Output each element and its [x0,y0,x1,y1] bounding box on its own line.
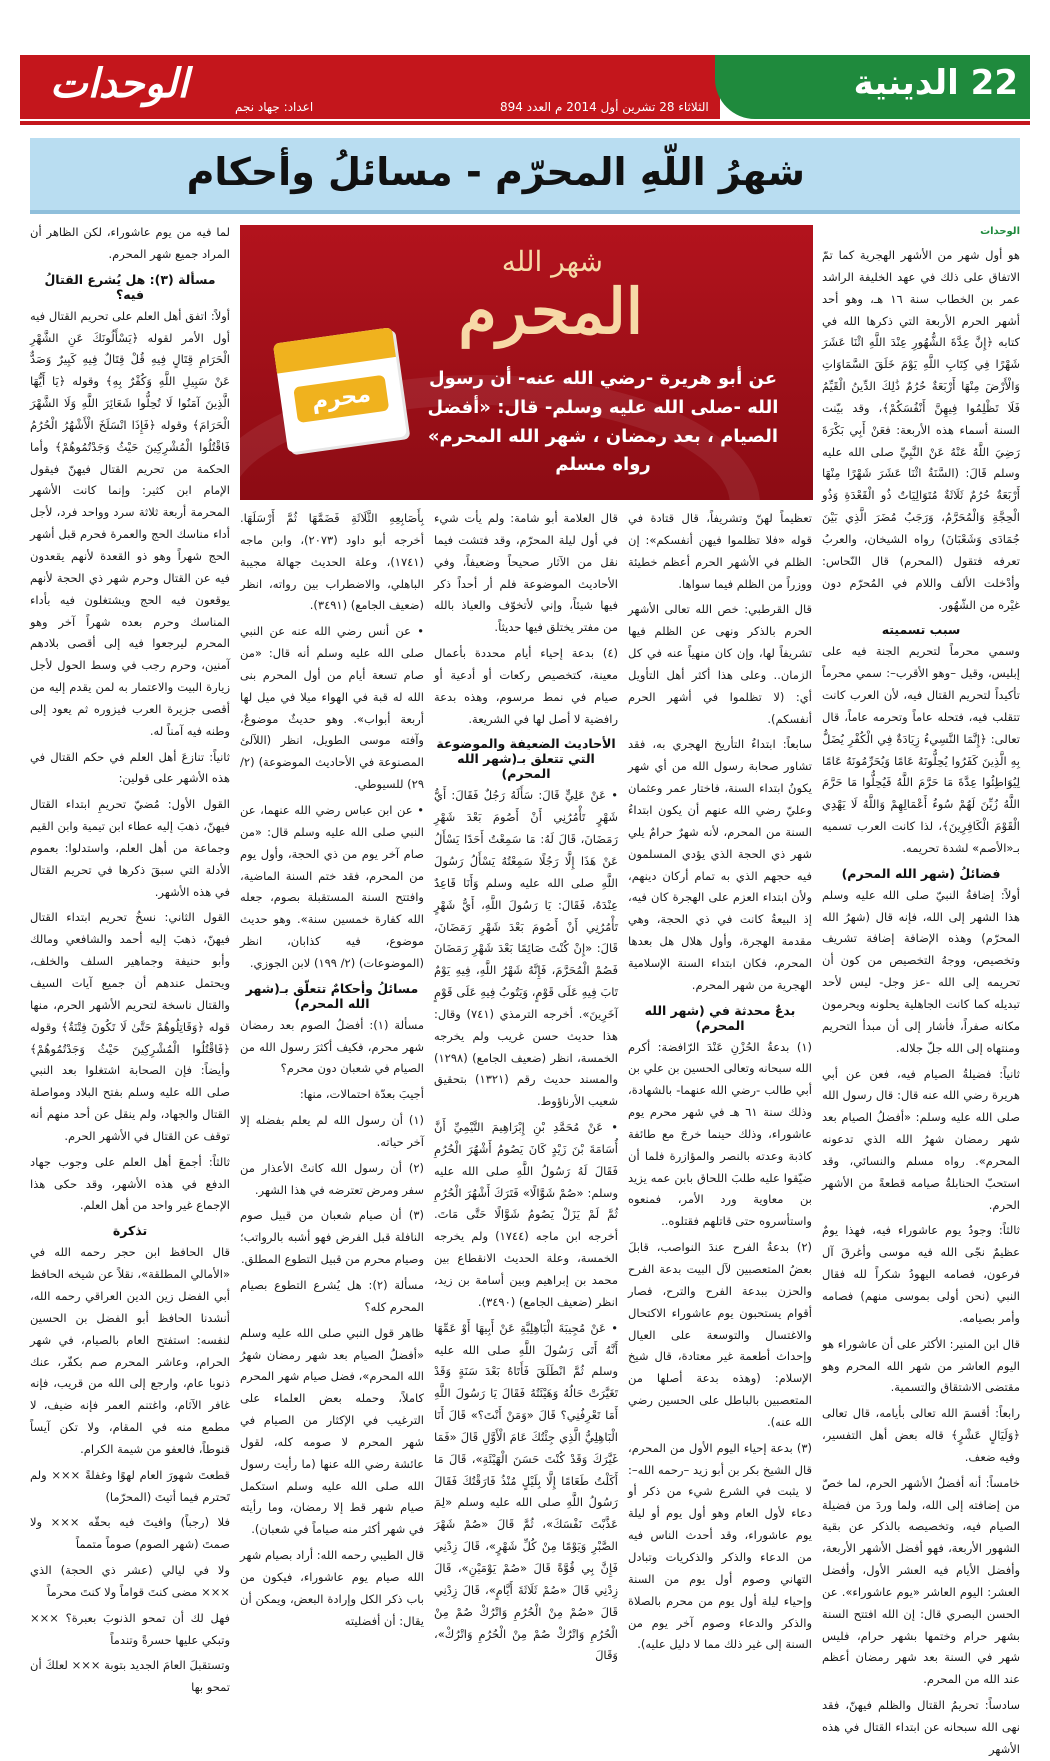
paragraph: ثالثاً: أجمعَ أهل العلم على وجوب جهاد الدفع في هذه الأشهر، وقد حكى هذا الإجماع غير واحد من أهل العلم. [30,1154,230,1213]
paragraph: أولاً: إضافةُ النبيّ صلى الله عليه وسلم هذا الشهر إلى الله، فإنه قال (شهرُ الله المحرّم) وهذه الإضافة إضافة تشريف وتخصيص، ووجهُ التخصيص من كون أن تحريمه إلى الله -عز وجل- ليس لأحد تبديله كما كانت الجاهلية يحلونه ويحرمون مكانه صفراً، فأشار إلى أن مبدأ التحريم ومنتهاه إلى الله جلّ جلاله. [822,887,1020,1055]
muharram-banner-image [240,225,813,500]
poem-line: وتستقبلَ العامَ الجديد بتوبة ××× لعلكَ أن تمحو بها [30,1658,230,1695]
paragraph: • عن أنس رضي الله عنه عن النبي صلى الله عليه وسلم أنه قال: «من صام تسعة أيام من أول المحرم بنى الله له قبة في الهواء ميلا في ميل لها أربعة أبواب». وهو حديثٌ موضوعٌ، وآفته موسى الطويل، انظر (اللآلئ المصنوعة في الأحاديث الموضوعة) (٢/ ٢٩) للسيوطي. [240,624,424,792]
paragraph: قال الطيبي رحمه الله: أراد بصيام شهر الله صيام يوم عاشوراء، فيكون من باب ذكر الكل وإرادة البعض، ويمكن أن يقال: أن أفضليته [240,1548,424,1628]
paragraph: هو أول شهر من الأشهر الهجرية كما تمّ الاتفاق على ذلك في عهد الخليفة الراشد عمر بن الخطاب سنة ١٦ هـ، وهو أحد أشهر الحرم الأربعة التي ذكرها الله في كتابه ﴿إِنَّ عِدَّةَ الشُّهُورِ عِنْدَ اللَّهِ اثْنَا عَشَرَ شَهْرًا فِي كِتَابِ اللَّهِ يَوْمَ خَلَقَ السَّمَاوَاتِ وَالْأَرْضَ مِنْهَا أَرْبَعَةٌ حُرُمٌ ذَٰلِكَ الدِّينُ الْقَيِّمُ فَلَا تَظْلِمُوا فِيهِنَّ أَنْفُسَكُمْ﴾، وقد بيّنت السنة أسماء هذه الأربعة: فعَنْ أَبِي بَكْرَةَ رَضِيَ اللَّهُ عَنْهُ عَنْ النَّبِيِّ صلى الله عليه وسلم قَالَ: (السَّنَةُ اثْنَا عَشَرَ شَهْرًا مِنْهَا أَرْبَعَةٌ حُرُمٌ ثَلَاثَةٌ مُتَوَالِيَاتٌ ذُو الْقَعْدَةِ وَذُو الْحِجَّةِ وَالْمُحَرَّمُ، وَرَجَبُ مُضَرَ الَّذِي بَيْنَ جُمَادَى وَشَعْبَانَ) رواه الشيخان، والعربُ تعرفه فتقول (المحرم) قال النّحاس: وأدْخلت الألف واللام في المُحرّم دون غيْره من الشّهُور. [822,248,1020,612]
prepared-by: اعداد: جهاد نجم [235,100,314,114]
paragraph: وسمي محرماً لتحريم الجنة فيه على إبليس، وقيل –وهو الأقرب–: سمي محرماً تأكيداً لتحريم القتال فيه، لأن العرب كانت تتقلب فيه، فتحله عاماً وتحرمه عاماً، قال تعالى: ﴿إِنَّمَا النَّسِيءُ زِيَادَةٌ فِي الْكُفْرِ يُضَلُّ بِهِ الَّذِينَ كَفَرُوا يُحِلُّونَهُ عَامًا وَيُحَرِّمُونَهُ عَامًا لِيُوَاطِئُوا عِدَّةَ مَا حَرَّمَ اللَّهُ فَيُحِلُّوا مَا حَرَّمَ اللَّهُ زُيِّنَ لَهُمْ سُوءُ أَعْمَالِهِمْ وَاللَّهُ لَا يَهْدِي الْقَوْمَ الْكَافِرِينَ﴾، لذا كانت العرب تسميه بـ«الأصم» لشدة تحريمه. [822,644,1020,855]
calendar-label: محرم [293,375,389,423]
paragraph: قال الحافظ ابن حجر رحمه الله في «الأمالي المطلقة»، نقلاً عن شيخه الحافظ أبي الفضل زين الدين العراقي رحمه الله، أنشدنا الحافظ أبو الفضل بن الحسين لنفسه: استفتح العام بالصيام، في شهر الحرام، وعاشر المحرم صم بكفّر، عنك ذنوبا عام، وارجع إلى الله من قريب، فإنه غافر الآثام، واغتنم العمر فإنه ضيف، لا مطمع منه في المقام، ولا تكن آيساً قنوطاً، فالعفو من شيمة الكرام. [30,1245,230,1456]
poem-line: فهل لك أن تمحو الذنوبَ بعبرة؟ ××× وتبكي عليها حسرةً وتندماً [30,1610,230,1647]
header-green-band [715,55,1030,119]
paragraph: أجيبَ بعدّة احتمالات، منها: [299,1087,424,1102]
calendar-header [273,327,396,373]
paragraph: ثانياً: فضيلةُ الصيام فيه، فعن عن أبي هريرة رضي الله عنه قال: قال رسول الله صلى الله عليه وسلم: «أفضلُ الصيام بعد شهر رمضان شهرُ الله الذي تدعونه المحرم». رواه مسلم والنسائي، وقد استحبّ الحنابلةُ صيامه قطعةً من الأشهر الحرم. [822,1066,1020,1212]
page-header [20,55,1030,127]
paragraph: (١) أن رسول الله لم يعلم بفضله إلا آخر حياته. [240,1113,424,1149]
paragraph: لما فيه من يوم عاشوراء، لكن الظاهر أن المراد جميع شهر المحرم. [30,225,230,261]
article-column-4 [240,508,424,1628]
article-column-3 [434,508,618,1663]
section-heading: مسألة (٣): هل يُشرع القتالُ فيه؟ [44,271,216,302]
paragraph: • عَنْ مُحَمَّدِ بْنِ إِبْرَاهِيمَ التَّيْمِيِّ أَنَّ أُسَامَةَ بْنَ زَيْدٍ كَانَ يَصُومُ أَشْهُرَ الْحُرُمِ فَقَالَ لَهُ رَسُولُ اللَّهِ صلى الله عليه وسلم: «صُمْ شَوَّالًا» فَتَرَكَ أَشْهُرَ الْحُرُمِ ثُمَّ لَمْ يَزَلْ يَصُومُ شَوَّالًا حَتَّى مَاتَ. أخرجه ابن ماجه (١٧٤٤) ولم يخرجه الخمسة، وعلة الحديث الانقطاع بين محمد بن إبراهيم وبين أسامة بن زيد، انظر (ضعيف الجامع) (٣٤٩٠). [434,1120,618,1309]
paragraph: (٣) أن صيام شعبان من قبيل صوم النافلة قبل الفرض فهو أشبه بالرواتب؛ وصيام محرم من قبيل التطوع المطلق. [240,1208,424,1267]
section-heading: مسائلُ وأحكامٌ تتعلّق بـ(شهر الله المحرم) [245,980,419,1011]
paragraph: (٢) بدعةُ الفرح عندَ النواصب، قابلَ بعضُ المتعصبين لآل البيت بدعة الفرح والحزن ببدعة الفرح والترح، فصار أقوام يستحبون يوم عاشوراء الاكتحال والاغتسال والتوسعة على العيال وإحداث أطعمة غير معتادة، قال شيخ الإسلام: (وهذه بدعة أصلها من المتعصبين بالباطل على الحسين رضي الله عنه). [628,1240,812,1429]
issue-date: الثلاثاء 28 تشرين أول 2014 م العدد 894 [500,100,709,114]
paragraph: تعظيماً لهنّ وتشريفاً، قال قتادة في قوله «فلا تظلموا فيهن أنفسكم»: إن الظلم في الأشهر الحرم أعظم خطيئة ووزراً من الظلم فيما سواها. [628,511,812,591]
article-column-2 [628,508,813,1652]
article-column-1 [822,222,1020,1756]
paragraph: القول الأول: مُضيّ تحريمِ ابتداء القتال فيهنّ، ذهبَ إليه عطاء ابن تيمية وابن القيم وجماعة من أهل العلم، واستدلوا: بعموم الأدلة التي سبقَ ذكرها في تحريم القتال في هذه الأشهر. [30,797,230,899]
paragraph: (٣) بدعة إحياء اليوم الأول من المحرم، قال الشيخ بكر بن أبو زيد –رحمه الله–: لا يثبت في الشرع شيء من ذكر أو دعاء لأول العام وهو أول يوم أو ليلة يوم عاشوراء، وقد أحدث الناس فيه من الدعاء والذكر والذكريات وتبادل التهاني وصوم أول يوم من السنة وإحياء ليلة أول يوم من محرم بالصلاة والذكر والدعاء وصوم آخر يوم من السنة إلى غير ذلك مما لا دليل عليه). [628,1440,812,1652]
article-title: شهرُ اللّهِ المحرّم - مسائلُ وأحكام [186,150,805,194]
newspaper-logo[interactable]: الوحدات [50,61,189,107]
paragraph: قال القرطبي: خص الله تعالى الأشهر الحرم بالذكر ونهى عن الظلم فيها تشريفاً لها، وإن كان منهياً عنه في كل الزمان.. وعلى هذا أكثر أهل التأويل أي: (لا تظلموا في أشهر الحرم أنفسكم). [628,602,812,726]
section-heading: تذكرة [112,1223,148,1239]
section-page-number: 22 الدينية [853,63,1018,103]
paragraph: خامساً: أنه أفضلُ الأشهر الحرم، لما خصّ من إضافته إلى الله، ولما وردَ من فضيلة الصيام فيه، وتخصيصه بالذكر عن بقية الشهور الأربعة، فهو أفضل الأشهر الأربعة، وأفضل الأيام فيه العشر الأول، وأفضل العشر: اليوم العاشر «يوم عاشوراء». عن الحسن البصري قال: إن الله افتتح السنة بشهر حرام وختمها بشهر حرام، فليس شهر في السنة بعد شهر رمضان أعظم عند الله من المحرم. [822,1475,1020,1687]
paragraph: مسألة (٢): هل يُشرع التطوع بصيام المحرم كله؟ [240,1278,424,1314]
calendar-icon [273,327,407,453]
section-heading: سبب تسميته [881,622,961,638]
paragraph: ثانياً: تنازعَ أهل العلم في حكم القتال في هذه الأشهر على قولين: [30,749,230,786]
paragraph: • عن ابن عباس رضي الله عنهما، عن النبي صلى الله عليه وسلم قال: «من صام آخر يوم من ذي الحجة، وأول يوم من المحرم، فقد ختم السنة الماضية، وافتتح السنة المستقبلة بصوم، جعله الله كفارة خمسين سنة». وهو حديث موضوع، فيه كذابان، انظر (الموضوعات) (٢/ ١٩٩) لابن الجوزي. [240,802,424,970]
paragraph: سادساً: تحريمُ القتال والظلم فيهنّ، فقد نهى الله سبحانه عن ابتداء القتال في هذه الأشهر [822,1698,1020,1756]
paragraph: • عَنْ عَلِيٍّ قَالَ: سَأَلَهُ رَجُلٌ فَقَالَ: أَيُّ شَهْرٍ تَأْمُرُنِي أَنْ أَصُومَ بَعْدَ شَهْرِ رَمَضَانَ، قَالَ لَهُ: مَا سَمِعْتُ أَحَدًا يَسْأَلُ عَنْ هَذَا إِلَّا رَجُلًا سَمِعْتُهُ يَسْأَلُ رَسُولَ اللَّهِ صلى الله عليه وسلم وَأَنَا قَاعِدٌ عِنْدَهُ، فَقَالَ: يَا رَسُولَ اللَّهِ، أَيُّ شَهْرٍ تَأْمُرُنِي أَنْ أَصُومَ بَعْدَ شَهْرِ رَمَضَانَ، قَالَ: «إِنْ كُنْتَ صَائِمًا بَعْدَ شَهْرِ رَمَضَانَ فَصُمْ الْمُحَرَّمَ، فَإِنَّهُ شَهْرُ اللَّهِ، فِيهِ يَوْمٌ تَابَ فِيهِ عَلَى قَوْمٍ، وَيَتُوبُ فِيهِ عَلَى قَوْمٍ آخَرِينَ». أخرجه الترمذي (٧٤١) وقال: هذا حديث حسن غريب ولم يخرجه الخمسة، انظر (ضعيف الجامع) (١٢٩٨) والمسند حديث رقم (١٣٢١) بتحقيق شعيب الأرناؤوط. [434,788,618,1109]
banner-line2: المحرم [458,275,643,348]
paragraph: ثالثاً: وجودُ يوم عاشوراء فيه، فهذا يومٌ عظيمٌ نجّى الله فيه موسى وأغرقَ آل فرعون، فصامه اليهودُ شكراً لله فقال النبي (نحن أولى بموسى منهم) فصامه وأمر بصيامه. [822,1223,1020,1325]
banner-line1: شهر الله [501,245,603,278]
banner-hadith: عن أبو هريرة -رضي الله عنه- أن رسول الله -صلى الله عليه وسلم- قال: «أفضل الصيام ، بعد رمضان ، شهر الله المحرم» رواه مسلم [427,368,779,476]
section-heading: بدعٌ محدثة في (شهر الله المحرم) [644,1002,796,1033]
title-band [30,138,1020,214]
paragraph: القول الثاني: نسخُ تحريم ابتداء القتال فيهنّ، ذهبَ إليه أحمد والشافعي ومالك وأبو حنيفة وجماهير السلف والخلف، ويحتمل عندهم أن جميع آيات السيف والقتال ناسخة لتحريم الأشهر الحرم، منها قوله ﴿وَقَاتِلُوهُمْ حَتَّىٰ لَا تَكُونَ فِتْنَةٌ﴾ وقوله ﴿فَاقْتُلُوا الْمُشْرِكِينَ حَيْثُ وَجَدْتُمُوهُمْ﴾ وأيضاً: فإن الصحابة اشتغلوا بعد النبي صلى الله عليه وسلم بفتح البلاد ومواصلة القتال والجهاد، ولم ينقل عن أحد منهم أنه توقف عن القتال في الأشهر الحرم. [30,910,230,1143]
paragraph: (٤) بدعة إحياء أيام محددة بأعمال معينة، كتخصيص ركعات أو أدعية أو صيام في نمط مرسوم، وهذه بدعة رافضية لا أصل لها في الشريعة. [434,646,618,726]
header-divider [20,121,1030,125]
paragraph: (٢) أن رسول الله كانتْ الأعذار من سفر ومرض تعترضه في هذا الشهر. [240,1160,424,1197]
paragraph: • عَنْ مُجِيبَةَ الْبَاهِلِيَّةِ عَنْ أَبِيهَا أَوْ عَمِّهَا أَنَّهُ أَتَى رَسُولَ اللَّهِ صلى الله عليه وسلم ثُمَّ انْطَلَقَ فَأَتَاهُ بَعْدَ سَنَةٍ وَقَدْ تَغَيَّرَتْ حَالُهُ وَهَيْئَتُهُ فَقَالَ يَا رَسُولَ اللَّهِ أَمَا تَعْرِفُنِي؟ قَالَ «وَمَنْ أَنْتَ؟» قَالَ أَنَا الْبَاهِلِيُّ الَّذِي جِئْتُكَ عَامَ الْأَوَّلِ قَالَ «فَمَا غَيَّرَكَ وَقَدْ كُنْتَ حَسَنَ الْهَيْئَةِ»، قَالَ مَا أَكَلْتُ طَعَامًا إِلَّا بِلَيْلٍ مُنْذُ فَارَقْتُكَ فَقَالَ رَسُولُ اللَّهِ صلى الله عليه وسلم «لِمَ عَذَّبْتَ نَفْسَكَ»، ثُمَّ قَالَ «صُمْ شَهْرَ الصَّبْرِ وَيَوْمًا مِنْ كُلِّ شَهْرٍ»، قَالَ زِدْنِي فَإِنَّ بِي قُوَّةً قَالَ «صُمْ يَوْمَيْنِ»، قَالَ زِدْنِي قَالَ «صُمْ ثَلَاثَةَ أَيَّامٍ»، قَالَ زِدْنِي قَالَ «صُمْ مِنْ الْحُرُمِ وَاتْرُكْ صُمْ مِنْ الْحُرُمِ وَاتْرُكْ صُمْ مِنْ الْحُرُمِ وَاتْرُكْ»، وَقَالَ [434,1320,618,1663]
header-red-band [20,55,720,119]
paragraph: ظاهر قول النبي صلى الله عليه وسلم «أفضلُ الصيام بعد شهر رمضان شهرُ الله المحرم»، فضل صيام شهر المحرم كاملاً، وحمله بعض العلماء على الترغيب في الإكثار من الصيام في شهر المحرم لا صومه كله، لقول عائشة رضي الله عنها (ما رأيت رسول الله صلى الله عليه وسلم استكمل صيام شهر قط إلا رمضان، وما رأيته في شهر أكثر منه صياماً في شعبان). [240,1325,424,1537]
paragraph: أولاً: اتفق أهل العلم على تحريم القتال فيه أول الأمر لقوله ﴿يَسْأَلُونَكَ عَنِ الشَّهْرِ الْحَرَامِ قِتَالٍ فِيهِ قُلْ قِتَالٌ فِيهِ كَبِيرٌ وَصَدٌّ عَنْ سَبِيلِ اللَّهِ وَكُفْرٌ بِهِ﴾ وقوله ﴿يَا أَيُّهَا الَّذِينَ آمَنُوا لَا تُحِلُّوا شَعَائِرَ اللَّهِ وَلَا الشَّهْرَ الْحَرَامَ﴾ وقوله ﴿فَإِذَا انْسَلَخَ الْأَشْهُرُ الْحُرُمُ فَاقْتُلُوا الْمُشْرِكِينَ حَيْثُ وَجَدْتُمُوهُمْ﴾ وأما الحكمة من تحريم القتال فيهنّ فيقول الإمام ابن كثير: وإنما كانت الأشهر المحرمة أربعة ثلاثة سرد وواحد فرد، لأجل أداء مناسك الحج والعمرة فحرم قبل أشهر الحج شهراً وهو ذو القعدة لأنهم يقعدون فيه عن القتال وحرم شهر ذي الحجة لأنهم يوقعون فيه الحج ويشتغلون فيه بأداء المناسك وحرم بعده شهراً آخر وهو المحرم ليرجعوا فيه إلى أقصى بلادهم آمنين، وحرم رجب في وسط الحول لأجل زيارة البيت والاعتمار به لمن يقدم إليه من أقصى جزيرة العرب فيزوره ثم يعود إلى وطنه فيه آمناً له. [30,308,230,738]
poem-line: ولا في ليالي (عشر ذي الحجة) الذي ××× مضى كنتَ قواماً ولا كنتَ محرماً [30,1563,230,1599]
paragraph: سابعاً: ابتداءُ التأريخ الهجري به، فقد تشاور صحابة رسول الله من أي شهر يكونُ ابتداء السنة، فاختار عمر وعثمان وعليّ رضي الله عنهم أن يكون ابتداءُ السنة من المحرم، لأنه شهرٌ حرامٌ يلي شهر ذي الحجة الذي يؤدي المسلمون فيه حجهم الذي به تمام أركان دينهم، ولأن ابتداء العزم على الهجرة كان فيه، إذ البيعةُ كانت في ذي الحجة، وهي مقدمة الهجرة، وأول هلال هل بعدها المحرم، فكان ابتداء السنة الإسلامية الهجرية من شهر المحرم. [628,737,812,992]
poem-line: فلا (رجباً) وافيتَ فيه بحقّه ××× ولا صمتَ (شهر الصوم) صوماً متمماً [30,1515,230,1552]
paragraph: مسألة (١): أفضلُ الصوم بعد رمضان شهر محرم، فكيف أكثرَ رسول الله من الصيام في شعبان دون محرم؟ [240,1017,424,1076]
poem-line: قطعتَ شهورَ العام لهوًا وغفلةً ××× ولم تَحترم فيما أتيتَ (المحرّما) [30,1467,230,1504]
paragraph: قال ابن المنير: الأكثر على أن عاشوراء هو اليوم العاشر من شهر الله المحرم وهو مقتضى الاشتقاق والتسمية. [822,1336,1020,1395]
paragraph: رابعاً: أقسمَ الله تعالى بأيامه، قال تعالى ﴿وَلَيَالٍ عَشْرٍ﴾ قاله بعض أهل التفسير، وفيه ضعف. [822,1406,1020,1464]
article-column-5 [30,222,230,1695]
section-heading: فضائلُ (شهر الله المحرم) [841,865,1001,881]
paragraph: بِأَصَابِعِهِ الثَّلَاثَةِ فَضَمَّهَا ثُمَّ أَرْسَلَهَا. أخرجه أبو داود (٢٠٧٣)، وابن ماجه (١٧٤١)، وعلة الحديث جهالة مجيبة الباهلي، والاضطراب بين رواته، انظر (ضعيف الجامع) (٣٤٩١). [240,511,424,613]
section-heading: الأحاديث الضعيفة والموضوعة التي تتعلق بـ(شهر الله المحرم) [436,736,616,782]
paragraph: (١) بدعةُ الحُزْنِ عَنْدَ الرّافضة: أكرم الله سبحانه وتعالى الحسين بن علي بن أبي طالب -رضي الله عنهما- بالشهادة، وذلك سنة ٦١ هـ في شهر محرم يوم عاشوراء، وذلك حينما خرجَ مع طائفة كاذبة وعدته بالنصر والمؤازرة فلما أن ضيّقوا عليه طلبَ اللحاق بابن عمه يزيد بن معاوية ورد الأمر، فمنعوه واستأسروه حتى قاتلهم فقتلوه.. [628,1039,813,1229]
paragraph: قال العلامة أبو شامة: ولم يأت شيء في أول ليلة المحرّم، وقد فتشت فيما نقل من الآثار صحيحاً وضعيفاً، وفي الأحاديث الموضوعة فلم أر أحداً ذكر فيها شيئاً، وإني لأتخوّف والعياذ بالله من مفتر يختلق فيها حديثاً. [434,511,618,635]
source-tag: الوحدات [980,226,1020,237]
